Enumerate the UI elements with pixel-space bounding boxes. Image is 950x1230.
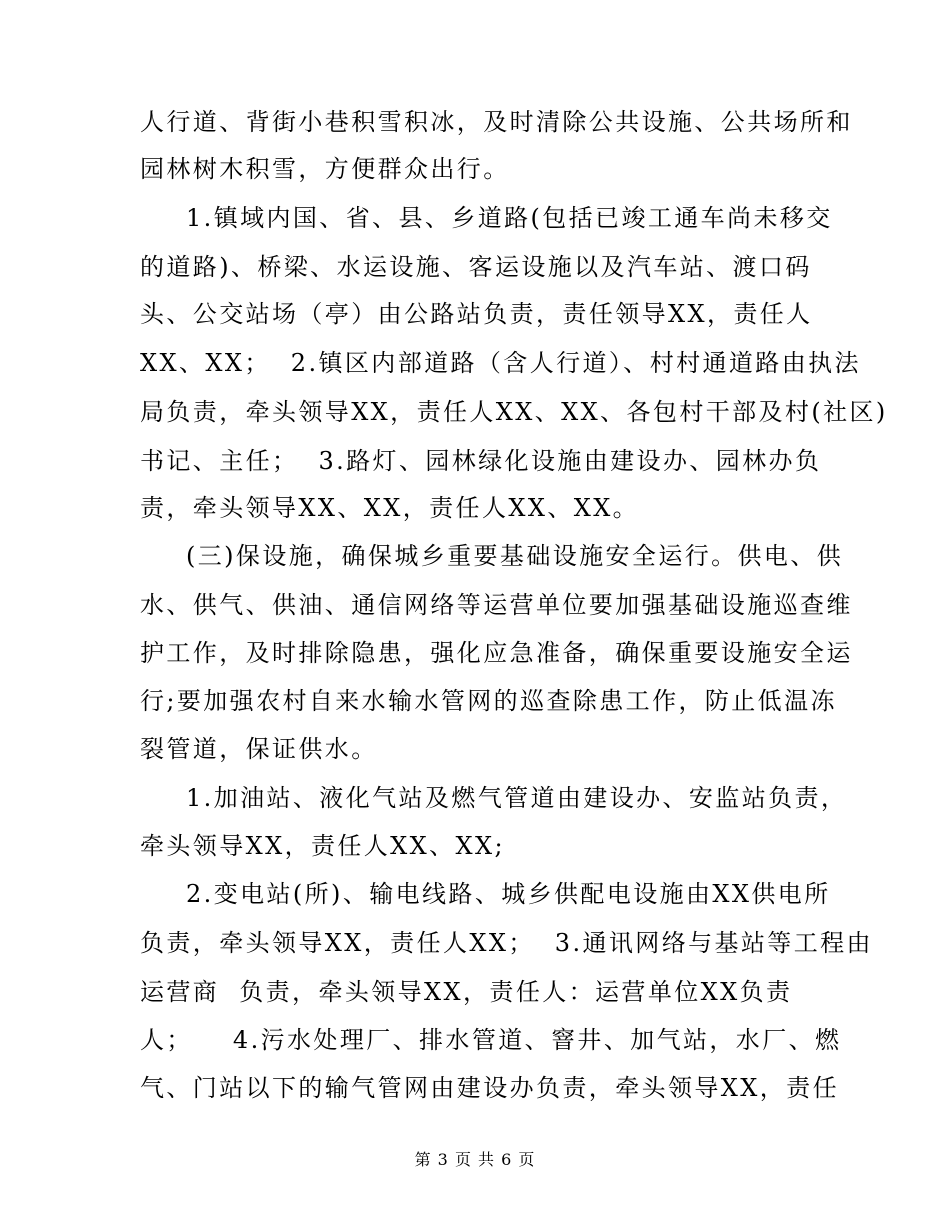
text-line: 责，牵头领导XX、XX，责任人XX、XX。 (140, 494, 640, 522)
text-line: 负责，牵头领导XX，责任人XX； 3.通讯网络与基站等工程由 (140, 929, 873, 957)
text-line: 运营商 负责，牵头领导XX，责任人：运营单位XX负责 (140, 978, 793, 1006)
text-line: 行;要加强农村自来水输水管网的巡查除患工作，防止低温冻 (140, 687, 837, 715)
text-line: 局负责，牵头领导XX，责任人XX、XX、各包村干部及村(社区) (140, 398, 888, 426)
text-line: (三)保设施，确保城乡重要基础设施安全运行。供电、供 (186, 542, 844, 570)
text-line: 人行道、背街小巷积雪积冰，及时清除公共设施、公共场所和 (140, 108, 853, 136)
text-line: 书记、主任； 3.路灯、园林绿化设施由建设办、园林办负 (140, 447, 822, 475)
text-line: 牵头领导XX，责任人XX、XX; (140, 832, 506, 860)
text-line: 1.镇域内国、省、县、乡道路(包括已竣工通车尚未移交 (186, 204, 833, 232)
text-line: 园林树木积雪，方便群众出行。 (140, 155, 510, 183)
text-line: 的道路)、桥梁、水运设施、客运设施以及汽车站、渡口码 (140, 253, 812, 281)
page-number-footer: 第 3 页 共 6 页 (414, 1150, 536, 1169)
text-line: 头、公交站场（亭）由公路站负责，责任领导XX，责任人 (140, 300, 813, 328)
text-line: 气、门站以下的输气管网由建设办负责，牵头领导XX，责任 (140, 1074, 839, 1102)
text-line: 1.加油站、液化气站及燃气管道由建设办、安监站负责， (186, 784, 848, 812)
text-line: 护工作，及时排除隐患，强化应急准备，确保重要设施安全运 (140, 639, 853, 667)
text-line: 2.变电站(所)、输电线路、城乡供配电设施由XX供电所 (186, 880, 831, 908)
text-line: 水、供气、供油、通信网络等运营单位要加强基础设施巡查维 (140, 591, 853, 619)
text-line: 裂管道，保证供水。 (140, 735, 378, 763)
text-line: XX、XX； 2.镇区内部道路（含人行道）、村村通道路由执法 (140, 349, 861, 377)
text-line: 人； 4.污水处理厂、排水管道、窨井、加气站，水厂、燃 (140, 1026, 842, 1054)
